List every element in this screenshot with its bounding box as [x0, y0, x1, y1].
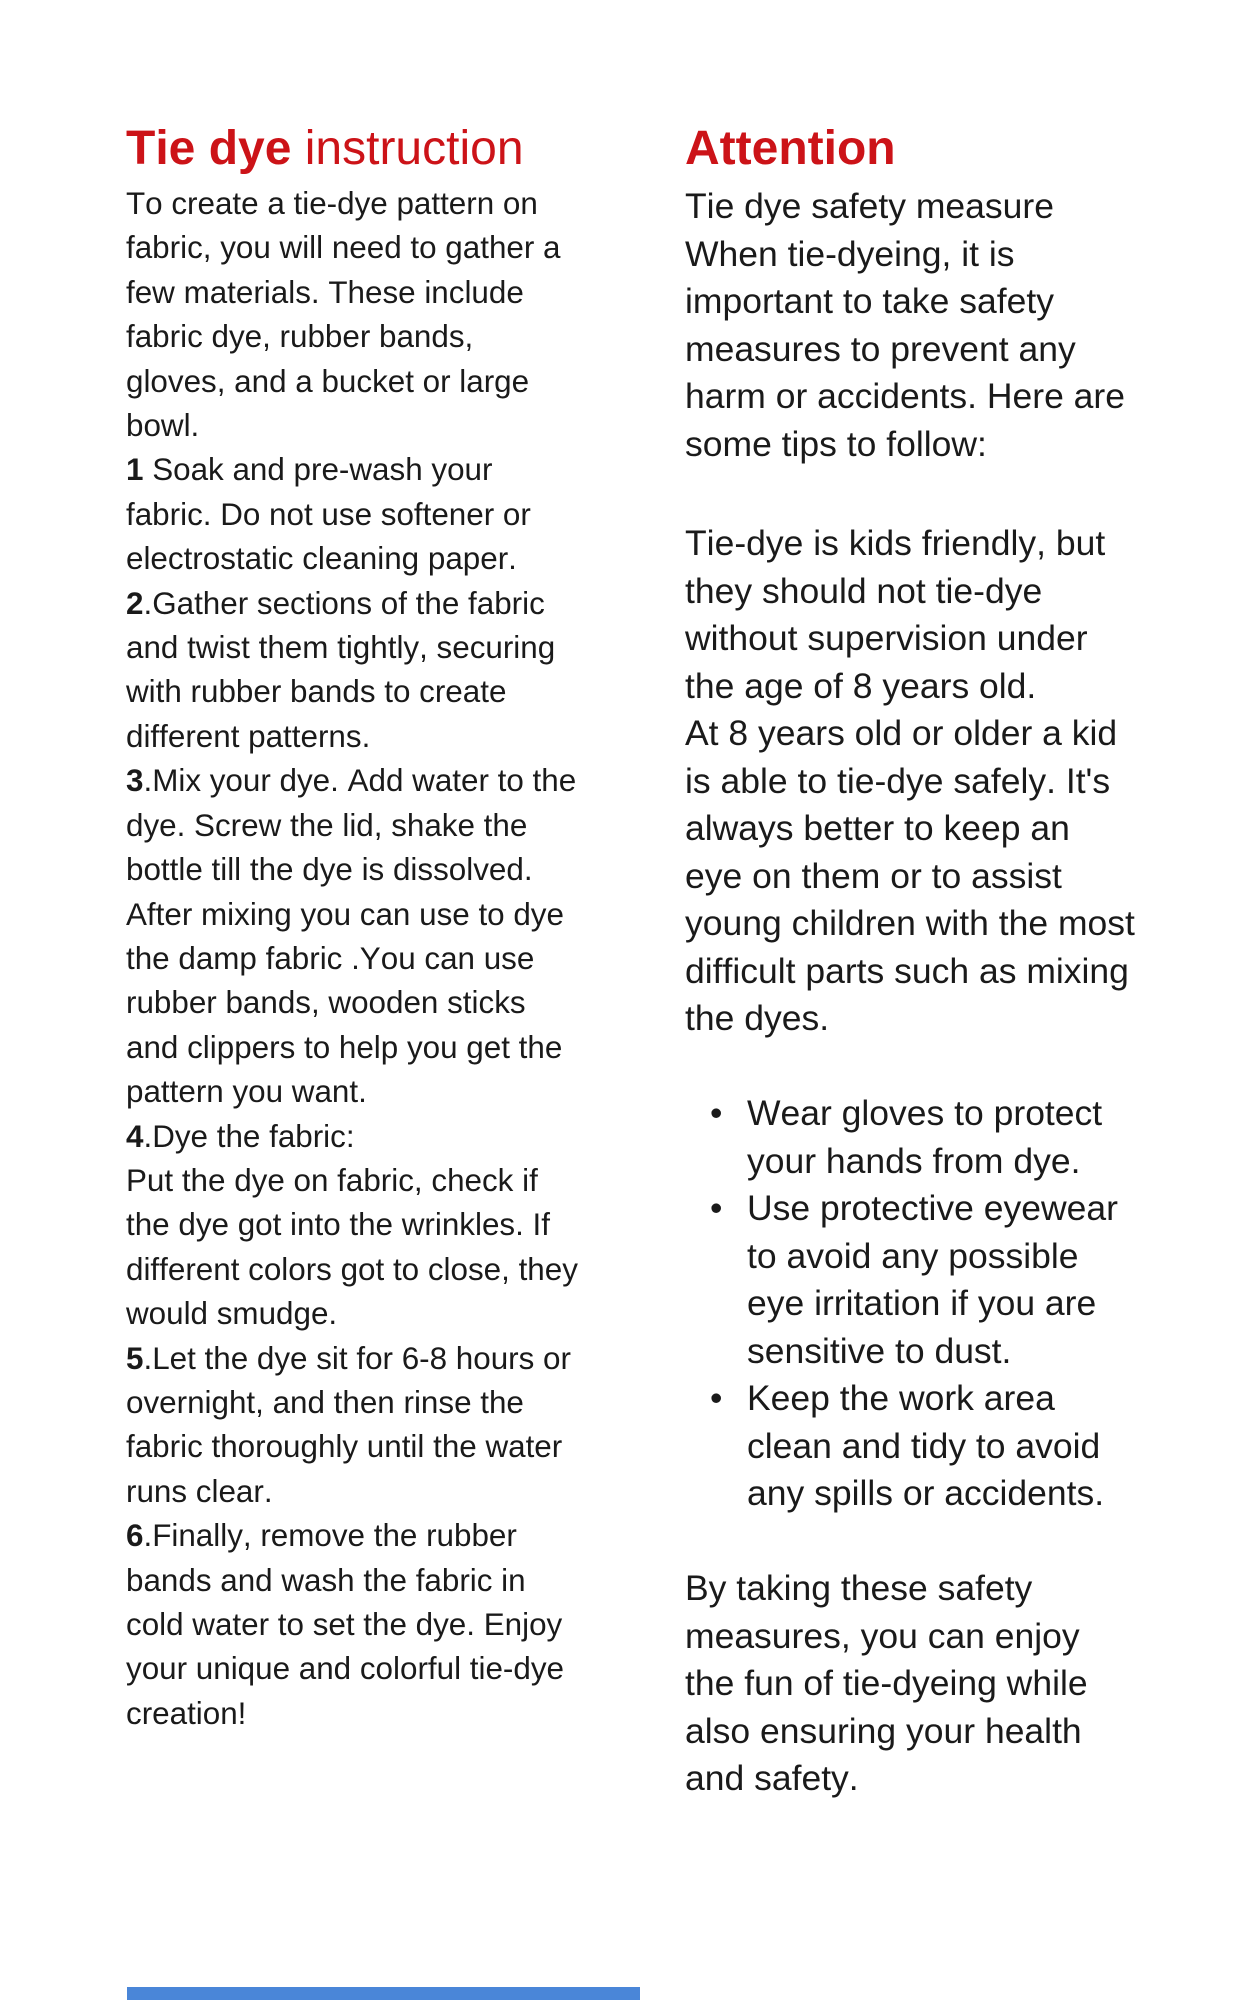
safety-intro-block: [685, 183, 1135, 468]
safety-tip-item: • Wear gloves to protect your hands from dye.: [685, 1090, 1135, 1185]
step-number: 3: [126, 763, 144, 799]
safety-tips-list: [685, 1090, 1135, 1518]
step-text: .Let the dye sit for 6-8 hours or overnight, and then rinse the fabric thoroughly until the water runs clear.: [126, 1340, 571, 1509]
safety-intro-paragraph: When tie-dyeing, it is important to take safety measures to prevent any harm or accidents. Here are some tips to follow:: [685, 233, 1125, 464]
safety-intro-line: Tie dye safety measure: [685, 186, 1054, 226]
step-paragraph-5: [126, 1337, 578, 1515]
step-text: .Gather sections of the fabric and twist them tightly, securing with rubber bands to create different patterns.: [126, 585, 556, 754]
supervision-paragraph: At 8 years old or older a kid is able to tie-dye safely. It's always better to keep an eye on them or to assist young children with the most difficult parts such as mixing the dyes.: [685, 713, 1135, 1038]
step-number: 1: [126, 452, 144, 488]
step-text: Soak and pre-wash your fabric. Do not use softener or electrostatic cleaning paper.: [126, 452, 531, 577]
intro-paragraph: To create a tie-dye pattern on fabric, you will need to gather a few materials. These include fabric dye, rubber bands, gloves, and a bucket or large bowl.: [126, 186, 561, 444]
closing-paragraph: By taking these safety measures, you can enjoy the fun of tie-dyeing while also ensuring your health and safety.: [685, 1568, 1088, 1798]
supervision-paragraph: Tie-dye is kids friendly, but they should not tie-dye without supervision under the age of 8 years old.: [685, 523, 1106, 706]
step-number: 4: [126, 1118, 144, 1154]
left-column-heading: [126, 122, 578, 175]
selection-highlight-bar: [127, 1987, 640, 2000]
safety-tip-item: • Use protective eyewear to avoid any possible eye irritation if you are sensitive to dust.: [685, 1185, 1135, 1375]
left-column-body: [126, 182, 578, 1736]
right-column-heading: Attention: [685, 122, 896, 175]
right-column: [685, 122, 1135, 1803]
step-paragraph-4: [126, 1115, 578, 1159]
step-text: .Dye the fabric:: [143, 1118, 355, 1154]
step-text: .Finally, remove the rubber bands and wash the fabric in cold water to set the dye. Enjoy your unique and colorful tie-dye creation!: [126, 1518, 564, 1731]
right-column-body: [685, 183, 1135, 1803]
step-paragraph-2: [126, 582, 578, 760]
step-text: .Mix your dye. Add water to the dye. Screw the lid, shake the bottle till the dye is dissolved. After mixing you can use to dye the damp fabric .You can use rubber bands, wooden sticks and clippers to help you get the pattern you want.: [126, 763, 577, 1110]
heading-bold-text: Tie dye: [126, 122, 292, 175]
step-paragraph-4-continued: [126, 1159, 578, 1337]
supervision-block: [685, 520, 1135, 1043]
step-number: 6: [126, 1518, 144, 1554]
step-number: 5: [126, 1340, 144, 1376]
heading-regular-text: instruction: [291, 122, 524, 175]
step-paragraph-6: [126, 1514, 578, 1736]
safety-tip-item: • Keep the work area clean and tidy to avoid any spills or accidents.: [685, 1375, 1135, 1518]
step-paragraph-1: [126, 448, 578, 581]
step-paragraph-3: [126, 759, 578, 1114]
step-number: 2: [126, 585, 144, 621]
left-column: [126, 122, 578, 1736]
step-text: Put the dye on fabric, check if the dye got into the wrinkles. If different colors got to close, they would smudge.: [126, 1162, 578, 1332]
